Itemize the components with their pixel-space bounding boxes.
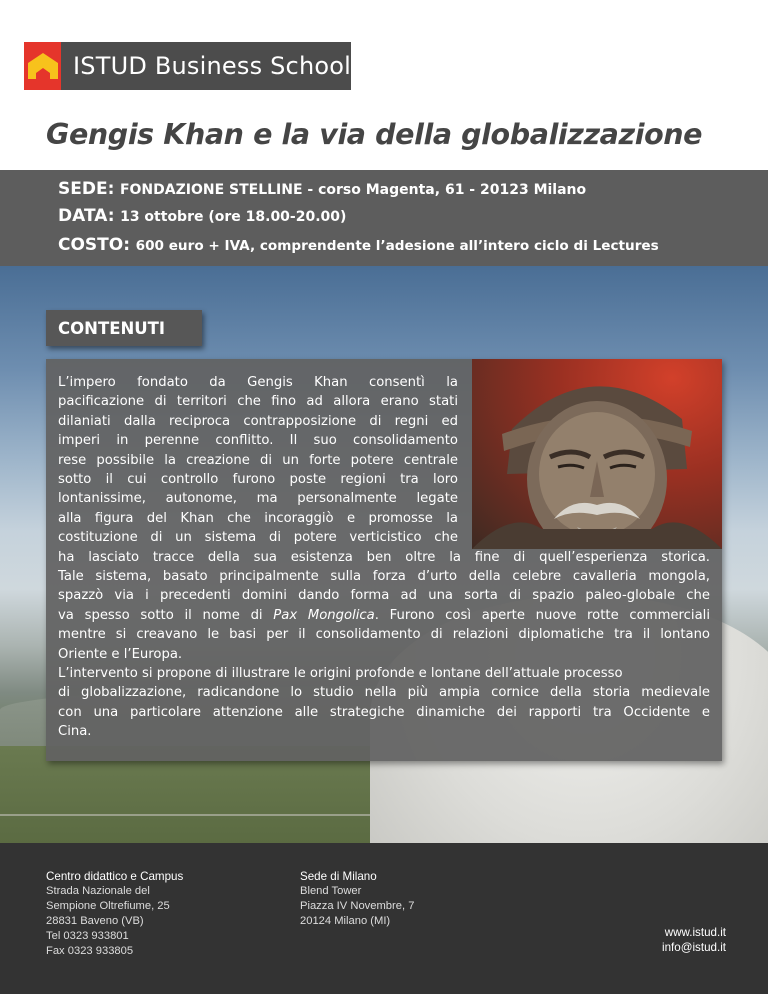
info-costo [58,235,659,255]
content-line: Tale sistema, basato principalmente sulla forza d’urto della celebre cavalleria mongola, [58,569,710,584]
content-line: spazzò via i precedenti domini dando forma ad una sorta di spazio paleo-globale che [58,588,710,604]
content-line: costituzione di un sistema di potere verticistico che [58,530,458,546]
content-line: con una particolare attenzione alle strategiche dinamiche dei rapporti tra Occidente e [58,704,710,720]
data-value: 13 ottobre (ore 18.00-20.00) [120,209,347,225]
campus-title: Centro didattico e Campus [46,870,184,883]
content-line: sotto il cui controllo furono poste regioni tra loro [58,472,458,487]
sede-label: SEDE: [58,179,115,199]
campus-line: Strada Nazionale del [46,885,150,897]
logo-text: ISTUD Business School [73,52,351,80]
content-line: Cina. [58,724,92,740]
content-line: alla figura del Khan che incoraggiò e promosse la [58,510,458,526]
costo-value: 600 euro + IVA, comprendente l’adesione all’intero ciclo di Lectures [135,238,659,254]
milano-line: 20124 Milano (MI) [300,915,391,927]
section-label-contenuti: CONTENUTI [46,310,202,346]
content-line: dilaniati dalla reciproca contrapposizione di regni ed [58,413,458,429]
website-link[interactable]: www.istud.it [664,926,726,939]
content-line: ha lasciato tracce della sua esistenza ben oltre la fine di quell’esperienza storica. [58,549,710,565]
content-line: lontanissime, autonome, ma personalmente legate [58,491,458,507]
milano-line: Blend Tower [300,885,362,897]
data-label: DATA: [58,206,115,226]
milano-line: Piazza IV Novembre, 7 [300,900,415,912]
costo-label: COSTO: [58,235,131,255]
milano-title: Sede di Milano [300,870,377,883]
campus-line: Sempione Oltrefiume, 25 [46,900,170,912]
content-line: imperi in perenne conflitto. Il suo consolidamento [58,433,458,449]
info-sede [58,179,586,199]
istud-logo-icon [24,42,61,90]
page-title: Gengis Khan e la via della globalizzazione [46,118,703,151]
content-line: mentre si creavano le basi per il consolidamento di relazioni diplomatiche tra il lontano [58,627,710,643]
content-line [58,606,710,625]
logo-bar [24,42,351,90]
sede-value: FONDAZIONE STELLINE - corso Magenta, 61 - 20123 Milano [119,182,587,198]
gengis-khan-portrait [472,359,722,549]
campus-line: 28831 Baveno (VB) [46,915,144,927]
campus-line: Fax 0323 933805 [46,945,134,957]
pax-mongolica-term: Pax Mongolica [273,607,375,623]
content-line: L’intervento si propone di illustrare le origini profonde e lontane dell’attuale processo [58,666,623,681]
content-line: Oriente e l’Europa. [58,646,183,662]
content-line: rese possibile la creazione di un forte potere centrale [58,452,458,468]
content-line: pacificazione di territori che fino ad allora erano stati [58,394,458,410]
content-line-part: va spesso sotto il nome di [58,607,274,623]
content-line-part: . Furono così aperte nuove rotte commerciali [374,607,710,623]
email-link[interactable]: info@istud.it [662,941,726,954]
campus-line: Tel 0323 933801 [46,930,129,942]
info-data [58,206,346,226]
content-line: L’impero fondato da Gengis Khan consentì la [58,375,458,390]
content-line: di globalizzazione, radicandone lo studio nella più ampia cornice della storia medievale [58,685,710,701]
